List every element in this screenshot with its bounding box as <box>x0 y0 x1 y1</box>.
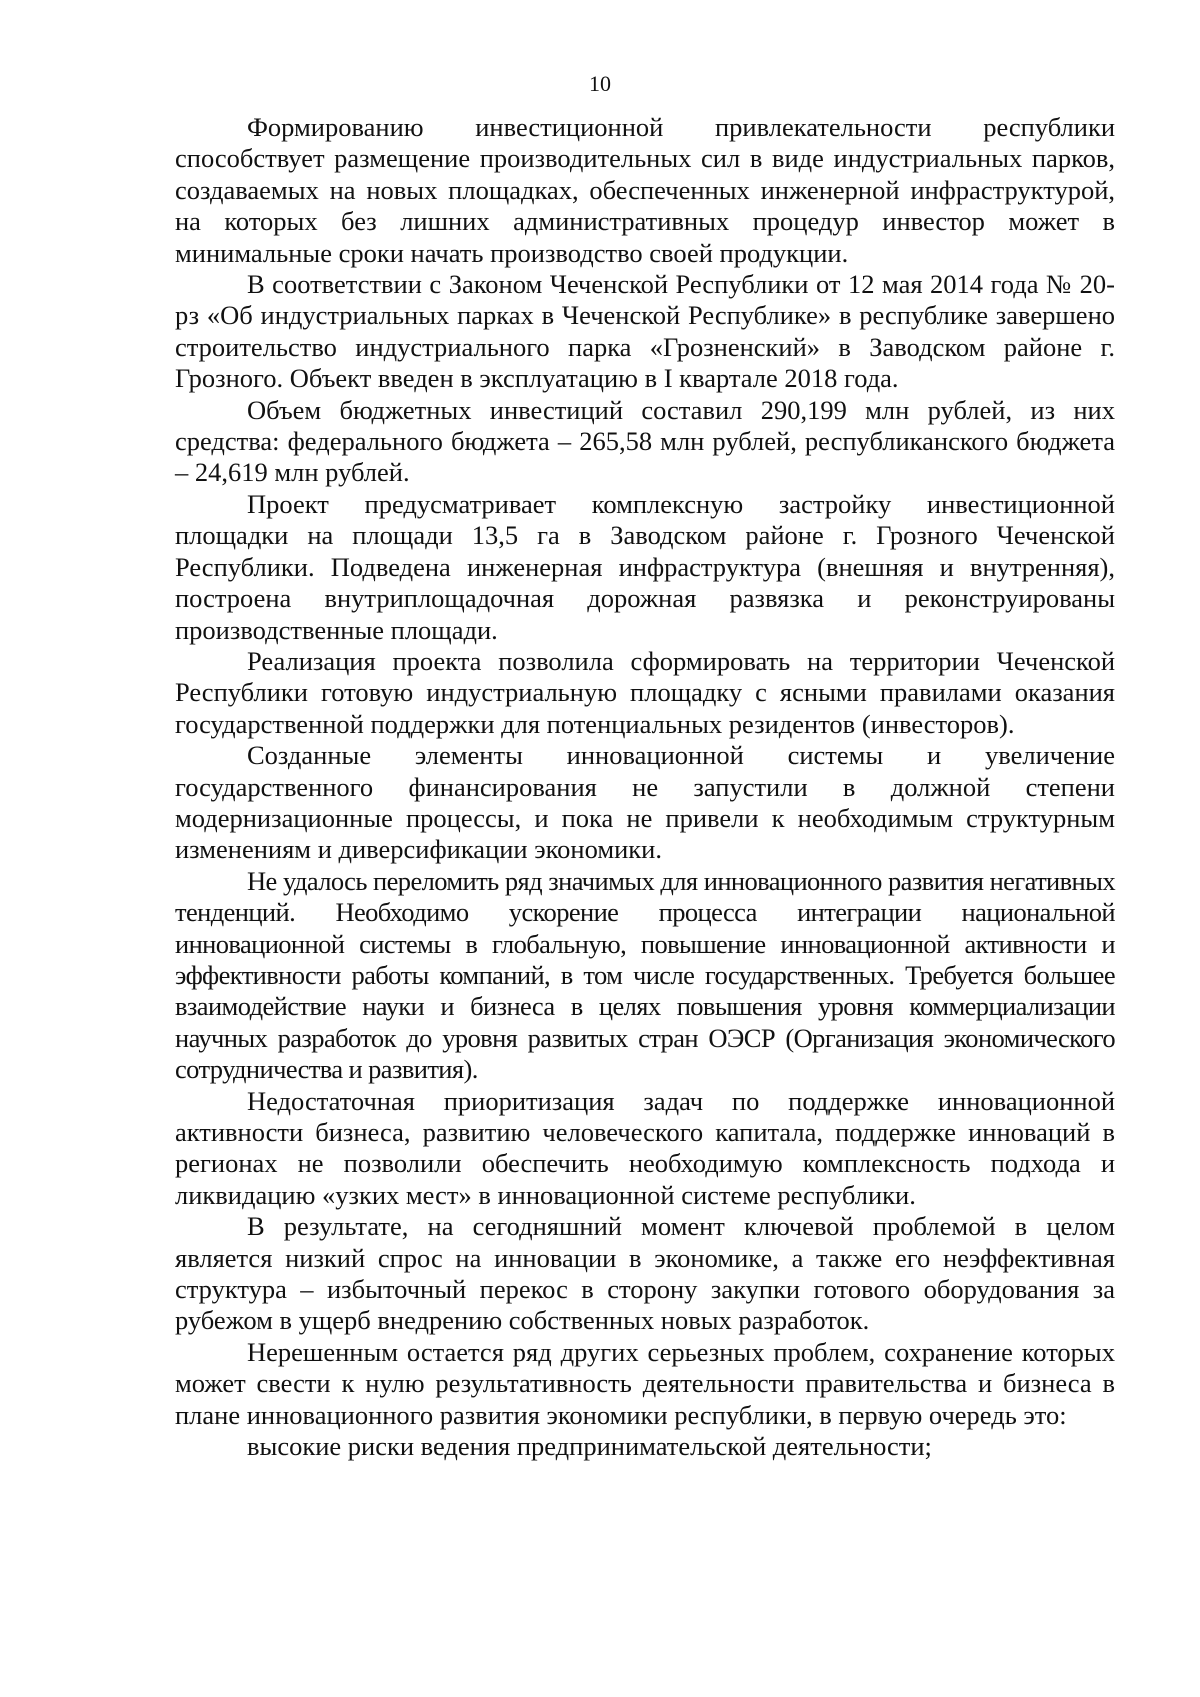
paragraph-low-demand: В результате, на сегодняшний момент ключевой проблемой в целом является низкий спрос на инновации в экономике, а также его неэффективная структура – избыточный перекос в сторону закупки готового оборудования за рубежом в ущерб внедрению собственных новых разработок. <box>175 1211 1115 1336</box>
page-number: 10 <box>589 71 611 96</box>
paragraph-budget-investments: Объем бюджетных инвестиций составил 290,199 млн рублей, из них средства: федерального бюджета – 265,58 млн рублей, республиканского бюджета – 24,619 млн рублей. <box>175 394 1115 488</box>
paragraph-list-item-risks: высокие риски ведения предпринимательской деятельности; <box>247 1431 932 1462</box>
document-body <box>175 112 1115 1462</box>
paragraph-prioritization: Недостаточная приоритизация задач по поддержке инновационной активности бизнеса, развитию человеческого капитала, поддержке инноваций в регионах не позволили обеспечить необходимую комплексность подхода и ликвидацию «узких мест» в инновационной системе республики. <box>175 1085 1115 1210</box>
paragraph-project-scope: Проект предусматривает комплексную застройку инвестиционной площадки на площади 13,5 га в Заводском районе г. Грозного Чеченской Республики. Подведена инженерная инфраструктура (внешняя и внутренняя), построена внутриплощадочная дорожная развязка и реконструированы производственные площади. <box>175 488 1115 645</box>
paragraph-unsolved-problems: Нерешенным остается ряд других серьезных проблем, сохранение которых может свести к нулю результативность деятельности правительства и бизнеса в плане инновационного развития экономики республики, в первую очередь это: <box>175 1336 1115 1430</box>
paragraph-grozny-park-law: В соответствии с Законом Чеченской Республики от 12 мая 2014 года № 20-рз «Об индустриальных парках в Чеченской Республике» в республике завершено строительство индустриального парка «Грозненский» в Заводском районе г. Грозного. Объект введен в эксплуатацию в I квартале 2018 года. <box>175 269 1115 394</box>
paragraph-negative-trends: Не удалось переломить ряд значимых для инновационного развития негативных тенденций. Необходимо ускорение процесса интеграции национальной инновационной системы в глобальную, повышение инновационной активности и эффективности работы компаний, в том числе государственных. Требуется большее взаимодействие науки и бизнеса в целях повышения уровня коммерциализации научных разработок до уровня развитых стран ОЭСР (Организация экономического сотрудничества и развития). <box>175 865 1115 1085</box>
paragraph-project-result: Реализация проекта позволила сформировать на территории Чеченской Республики готовую индустриальную площадку с ясными правилами оказания государственной поддержки для потенциальных резидентов (инвесторов). <box>175 645 1115 739</box>
paragraph-innovation-system: Созданные элементы инновационной системы и увеличение государственного финансирования не запустили в должной степени модернизационные процессы, и пока не привели к необходимым структурным изменениям и диверсификации экономики. <box>175 740 1115 865</box>
paragraph-industrial-parks: Формированию инвестиционной привлекательности республики способствует размещение производительных сил в виде индустриальных парков, создаваемых на новых площадках, обеспеченных инженерной инфраструктурой, на которых без лишних административных процедур инвестор может в минимальные сроки начать производство своей продукции. <box>175 112 1115 268</box>
